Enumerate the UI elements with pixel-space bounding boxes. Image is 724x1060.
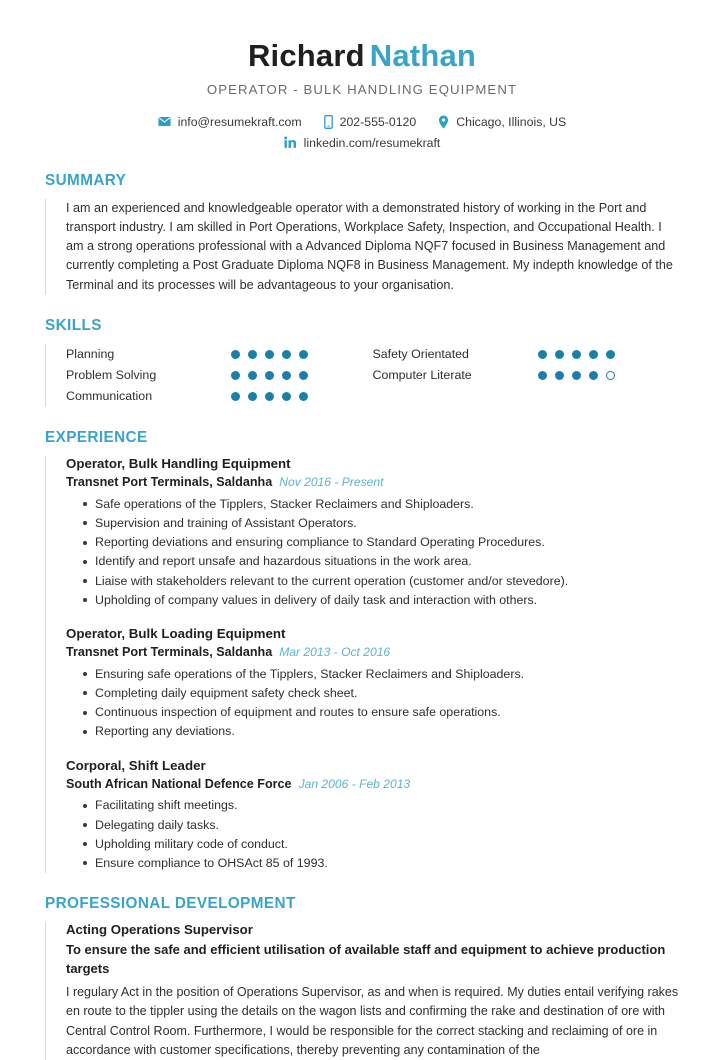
skill-rating-dots (231, 392, 308, 401)
skill-row (373, 365, 680, 386)
contact-email[interactable] (158, 115, 302, 129)
rating-dot-filled (555, 371, 564, 380)
skill-rating-dots (231, 350, 308, 359)
first-name: Richard (247, 38, 365, 73)
experience-meta (66, 644, 679, 661)
contact-line-secondary (45, 136, 679, 150)
skill-name: Communication (66, 389, 153, 404)
phone-icon (324, 115, 333, 129)
rating-dot-filled (265, 350, 274, 359)
skill-row (66, 365, 373, 386)
experience-bullet: Reporting any deviations. (83, 722, 679, 741)
candidate-name (45, 38, 679, 74)
rating-dot-filled (248, 371, 257, 380)
experience-role: Corporal, Shift Leader (66, 757, 206, 773)
skills-section-title: SKILLS (45, 316, 102, 334)
skill-rating-dots (538, 350, 615, 359)
experience-section-title: EXPERIENCE (45, 428, 148, 446)
experience-bullet: Liaise with stakeholders relevant to the current operation (customer and/or stevedore). (83, 572, 679, 591)
experience-company: Transnet Port Terminals, Saldanha (66, 645, 273, 659)
rating-dot-filled (265, 392, 274, 401)
contact-linkedin[interactable] (284, 136, 441, 150)
experience-entry (66, 626, 679, 742)
summary-body (45, 199, 679, 295)
skills-column-left (66, 344, 373, 407)
skill-name: Computer Literate (372, 368, 472, 383)
skill-rating-dots (538, 371, 615, 380)
skills-section (45, 317, 679, 407)
contact-location-text: Chicago, Illinois, US (456, 114, 567, 129)
experience-bullet: Safe operations of the Tipplers, Stacker Reclaimers and Shiploaders. (83, 495, 679, 514)
rating-dot-filled (282, 350, 291, 359)
experience-bullet: Continuous inspection of equipment and routes to ensure safe operations. (83, 703, 679, 722)
rating-dot-filled (589, 371, 598, 380)
experience-bullet-list (66, 796, 679, 873)
experience-entry (66, 456, 679, 610)
summary-section-title: SUMMARY (45, 171, 127, 189)
contact-phone-text: 202-555-0120 (339, 114, 417, 129)
experience-dates: Jan 2006 - Feb 2013 (298, 776, 411, 791)
pd-objective: To ensure the safe and efficient utilisation of available staff and equipment to achieve production targets (66, 942, 666, 977)
skill-row (373, 344, 680, 365)
rating-dot-filled (282, 392, 291, 401)
rating-dot-filled (265, 371, 274, 380)
linkedin-icon (284, 136, 297, 149)
experience-company: South African National Defence Force (66, 776, 292, 791)
contact-email-text: info@resumekraft.com (177, 114, 302, 129)
experience-company: Transnet Port Terminals, Saldanha (66, 474, 273, 489)
summary-text: I am an experienced and knowledgeable operator with a demonstrated history of working in the Port and transport industry. I am skilled in Port Operations, Workplace Safety, Inspection, and Occupational Health. I am a strong operations professional with a Advanced Diploma NQF7 focused in Business Management and currently completing a Post Graduate Diploma NQF8 in Business Management. My indepth knowledge of the Terminal and its processes will be advantageous to your organisation. (66, 200, 673, 292)
contact-location[interactable] (438, 115, 566, 129)
rating-dot-empty (606, 371, 615, 380)
experience-bullet: Ensure compliance to OHSAct 85 of 1993. (83, 854, 679, 873)
professional-development-body (45, 922, 679, 1060)
experience-bullet: Ensuring safe operations of the Tipplers, Stacker Reclaimers and Shiploaders. (83, 665, 679, 684)
rating-dot-filled (572, 371, 581, 380)
rating-dot-filled (606, 350, 615, 359)
email-icon (158, 115, 171, 128)
skill-row (66, 344, 373, 365)
experience-dates: Mar 2013 - Oct 2016 (279, 645, 391, 659)
experience-bullet: Delegating daily tasks. (83, 816, 679, 835)
experience-meta (66, 474, 679, 491)
experience-meta (66, 776, 679, 793)
experience-bullet: Upholding of company values in delivery of daily task and interaction with others. (83, 591, 679, 610)
experience-bullet-list (66, 495, 679, 610)
rating-dot-filled (538, 350, 547, 359)
experience-bullet: Reporting deviations and ensuring compliance to Standard Operating Procedures. (83, 533, 679, 552)
contact-line-primary (45, 115, 679, 129)
rating-dot-filled (589, 350, 598, 359)
experience-bullet: Supervision and training of Assistant Operators. (83, 514, 679, 533)
rating-dot-filled (231, 371, 240, 380)
pd-description: I regulary Act in the position of Operations Supervisor, as and when is required. My duties entail verifying rakes en route to the tippler using the details on the wagon lists and confirming the rake and destination of ore with Central Control Room. Furthermore, I would be responsible for the correct stacking and reclaiming of ore in accordance with customer specifications, thereby preventing any contamination of the (66, 984, 679, 1057)
rating-dot-filled (299, 371, 308, 380)
pd-role: Acting Operations Supervisor (66, 922, 253, 938)
rating-dot-filled (231, 392, 240, 401)
experience-dates: Nov 2016 - Present (279, 474, 384, 489)
resume-header (45, 0, 679, 150)
experience-bullet: Facilitating shift meetings. (83, 796, 679, 815)
experience-entry (66, 758, 679, 874)
skills-body (45, 344, 679, 407)
experience-bullet: Identify and report unsafe and hazardous situations in the work area. (83, 552, 679, 571)
experience-bullet: Upholding military code of conduct. (83, 835, 679, 854)
experience-section (45, 429, 679, 873)
rating-dot-filled (299, 350, 308, 359)
rating-dot-filled (231, 350, 240, 359)
experience-bullet-list (66, 665, 679, 742)
skill-name: Planning (66, 347, 115, 362)
experience-body (45, 456, 679, 873)
rating-dot-filled (538, 371, 547, 380)
rating-dot-filled (572, 350, 581, 359)
skills-column-right (373, 344, 680, 407)
rating-dot-filled (282, 371, 291, 380)
experience-role: Operator, Bulk Handling Equipment (66, 455, 291, 471)
skill-rating-dots (231, 371, 308, 380)
experience-role: Operator, Bulk Loading Equipment (66, 626, 286, 641)
professional-development-section-title: PROFESSIONAL DEVELOPMENT (45, 895, 296, 913)
contact-linkedin-text: linkedin.com/resumekraft (303, 135, 441, 150)
rating-dot-filled (248, 392, 257, 401)
rating-dot-filled (555, 350, 564, 359)
contact-phone[interactable] (324, 115, 417, 129)
experience-bullet: Completing daily equipment safety check sheet. (83, 684, 679, 703)
rating-dot-filled (299, 392, 308, 401)
skill-row (66, 386, 373, 407)
summary-section (45, 172, 679, 295)
rating-dot-filled (248, 350, 257, 359)
candidate-job-title: OPERATOR - BULK HANDLING EQUIPMENT (206, 81, 518, 97)
last-name: Nathan (369, 38, 477, 73)
skill-name: Problem Solving (66, 368, 157, 383)
location-pin-icon (438, 115, 449, 129)
skill-name: Safety Orientated (372, 347, 469, 362)
professional-development-section (45, 895, 679, 1060)
